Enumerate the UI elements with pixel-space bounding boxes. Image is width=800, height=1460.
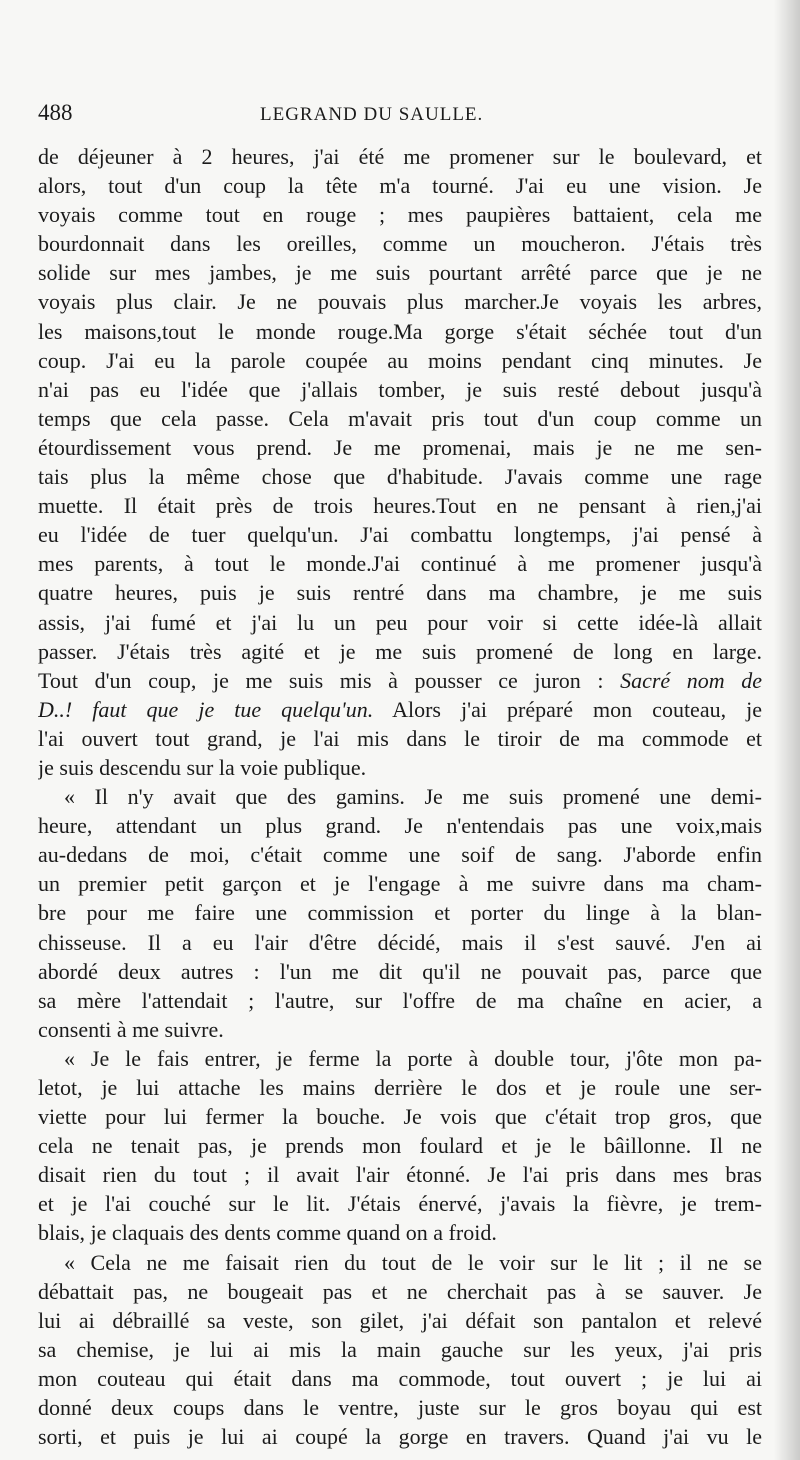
text-line [38,666,762,695]
text-line [38,1073,762,1102]
page-edge-shadow [774,0,800,1460]
text-line [38,229,762,258]
line-text: au-dedans de moi, c'était comme une soif de sang. J'aborde enfin [38,842,762,868]
line-text: lui ai débraillé sa veste, son gilet, j'ai défait son pantalon et relevé [38,1307,762,1333]
text-line [38,171,762,200]
line-text: « Il n'y avait que des gamins. Je me suis promené une demi- [64,784,762,810]
line-text: muette. Il était près de trois heures.Tout en ne pensant à rien,j'ai [38,493,762,519]
line-text: voyais plus clair. Je ne pouvais plus marcher.Je voyais les arbres, [38,289,762,315]
text-line [38,1277,762,1306]
text-line [38,1393,762,1422]
running-title: LEGRAND DU SAULLE. [260,104,484,125]
text-line [38,928,762,957]
line-text: letot, je lui attache les mains derrière le dos et je roule une ser- [38,1075,762,1100]
line-text: abordé deux autres : l'un me dit qu'il ne pouvait pas, parce que [38,958,762,984]
text-line [38,346,762,375]
line-text: cela ne tenait pas, je prends mon foulard et je le bâillonne. Il ne [38,1133,762,1159]
italic-text: D..! faut que je tue quelqu'un. [38,696,374,722]
line-text: n'ai pas eu l'idée que j'allais tomber, je suis resté debout jusqu'à [38,376,762,402]
line-text: bre pour me faire une commission et porter du linge à la blan- [38,900,762,926]
line-text: mon couteau qui était dans ma commode, tout ouvert ; je lui ai [38,1365,762,1391]
text-line [38,753,762,782]
line-text: les maisons,tout le monde rouge.Ma gorge s'était séchée tout d'un [38,318,762,344]
line-text: sorti, et puis je lui ai coupé la gorge en travers. Quand j'ai vu le [38,1424,762,1450]
line-text: et je l'ai couché sur le lit. J'étais énervé, j'avais la fièvre, je trem- [38,1191,762,1217]
text-line [38,724,762,753]
line-text: quatre heures, puis je suis rentré dans ma chambre, je me suis [38,580,762,606]
text-line [38,404,762,433]
line-text: assis, j'ai fumé et j'ai lu un peu pour voir si cette idée-là allait [38,609,762,635]
line-text: étourdissement vous prend. Je me promenai, mais je ne me sen- [38,434,762,460]
text-line [38,1364,762,1393]
line-text: « Je le fais entrer, je ferme la porte à double tour, j'ôte mon pa- [64,1045,762,1071]
text-line [38,375,762,404]
line-text: chisseuse. Il a eu l'air d'être décidé, mais il s'est sauvé. J'en ai [38,929,762,955]
line-text: « Cela ne me faisait rien du tout de le voir sur le lit ; il ne se [64,1249,762,1275]
text-line [38,491,762,520]
text-line [38,608,762,637]
text-line [38,782,762,811]
text-line [38,1306,762,1335]
line-text: donné deux coups dans le ventre, juste sur le gros boyau qui est [38,1395,762,1421]
line-text: débattait pas, ne bougeait pas et ne cherchait pas à se sauver. Je [38,1278,762,1304]
text-line [38,811,762,840]
line-text: sa chemise, je lui ai mis la main gauche sur les yeux, j'ai pris [38,1336,762,1362]
line-text: Alors j'ai préparé mon couteau, je [392,696,762,722]
text-line [38,1189,762,1218]
text-line [38,898,762,927]
line-text: coup. J'ai eu la parole coupée au moins pendant cinq minutes. Je [38,347,762,373]
line-text: l'ai ouvert tout grand, je l'ai mis dans le tiroir de ma commode et [38,725,762,751]
line-text: disait rien du tout ; il avait l'air étonné. Je l'ai pris dans mes bras [38,1162,762,1188]
line-text: solide sur mes jambes, je me suis pourtant arrêté parce que je ne [38,260,762,286]
line-text: sa mère l'attendait ; l'autre, sur l'offre de ma chaîne en acier, a [38,987,762,1013]
text-line [38,549,762,578]
line-text: voyais comme tout en rouge ; mes paupières battaient, cela me [38,202,762,228]
line-text: alors, tout d'un coup la tête m'a tourné. J'ai eu une vision. Je [38,173,762,199]
text-line [38,1102,762,1131]
line-text: consenti à me suivre. [38,1016,224,1042]
text-line [38,578,762,607]
page-number: 488 [38,100,73,125]
line-text: passer. J'étais très agité et je me suis promené de long en large. [38,638,762,664]
text-line [38,142,762,171]
line-text: Tout d'un coup, je me suis mis à pousser ce juron : [38,667,604,693]
line-text: je suis descendu sur la voie publique. [38,754,367,780]
text-line [38,1160,762,1189]
line-text: mes parents, à tout le monde.J'ai continué à me promener jusqu'à [38,551,762,577]
line-text: un premier petit garçon et je l'engage à me suivre dans ma cham- [38,871,762,897]
text-line [38,869,762,898]
line-text: heure, attendant un plus grand. Je n'entendais pas une voix,mais [38,813,762,839]
text-line [38,1131,762,1160]
text-line [38,520,762,549]
text-line [38,840,762,869]
page-header [38,100,758,134]
italic-text: Sacré nom de [620,667,762,693]
line-text: viette pour lui fermer la bouche. Je vois que c'était trop gros, que [38,1104,762,1130]
text-line [38,1044,762,1073]
line-text: blais, je claquais des dents comme quand on a froid. [38,1220,497,1246]
text-line [38,1335,762,1364]
text-line [38,462,762,491]
text-line [38,957,762,986]
text-line [38,637,762,666]
text-line [38,986,762,1015]
text-line [38,695,762,724]
line-text: bourdonnait dans les oreilles, comme un moucheron. J'étais très [38,231,762,257]
line-text: tais plus la même chose que d'habitude. J'avais comme une rage [38,464,762,490]
text-line [38,1015,762,1044]
text-line [38,1248,762,1277]
text-line [38,1422,762,1451]
line-text: de déjeuner à 2 heures, j'ai été me promener sur le boulevard, et [38,144,762,169]
body-text [38,142,762,1451]
text-line [38,200,762,229]
text-line [38,433,762,462]
text-line [38,317,762,346]
line-text: temps que cela passe. Cela m'avait pris tout d'un coup comme un [38,405,762,431]
text-line [38,1218,762,1247]
text-line [38,258,762,287]
text-line [38,287,762,316]
line-text: eu l'idée de tuer quelqu'un. J'ai combattu longtemps, j'ai pensé à [38,522,762,548]
